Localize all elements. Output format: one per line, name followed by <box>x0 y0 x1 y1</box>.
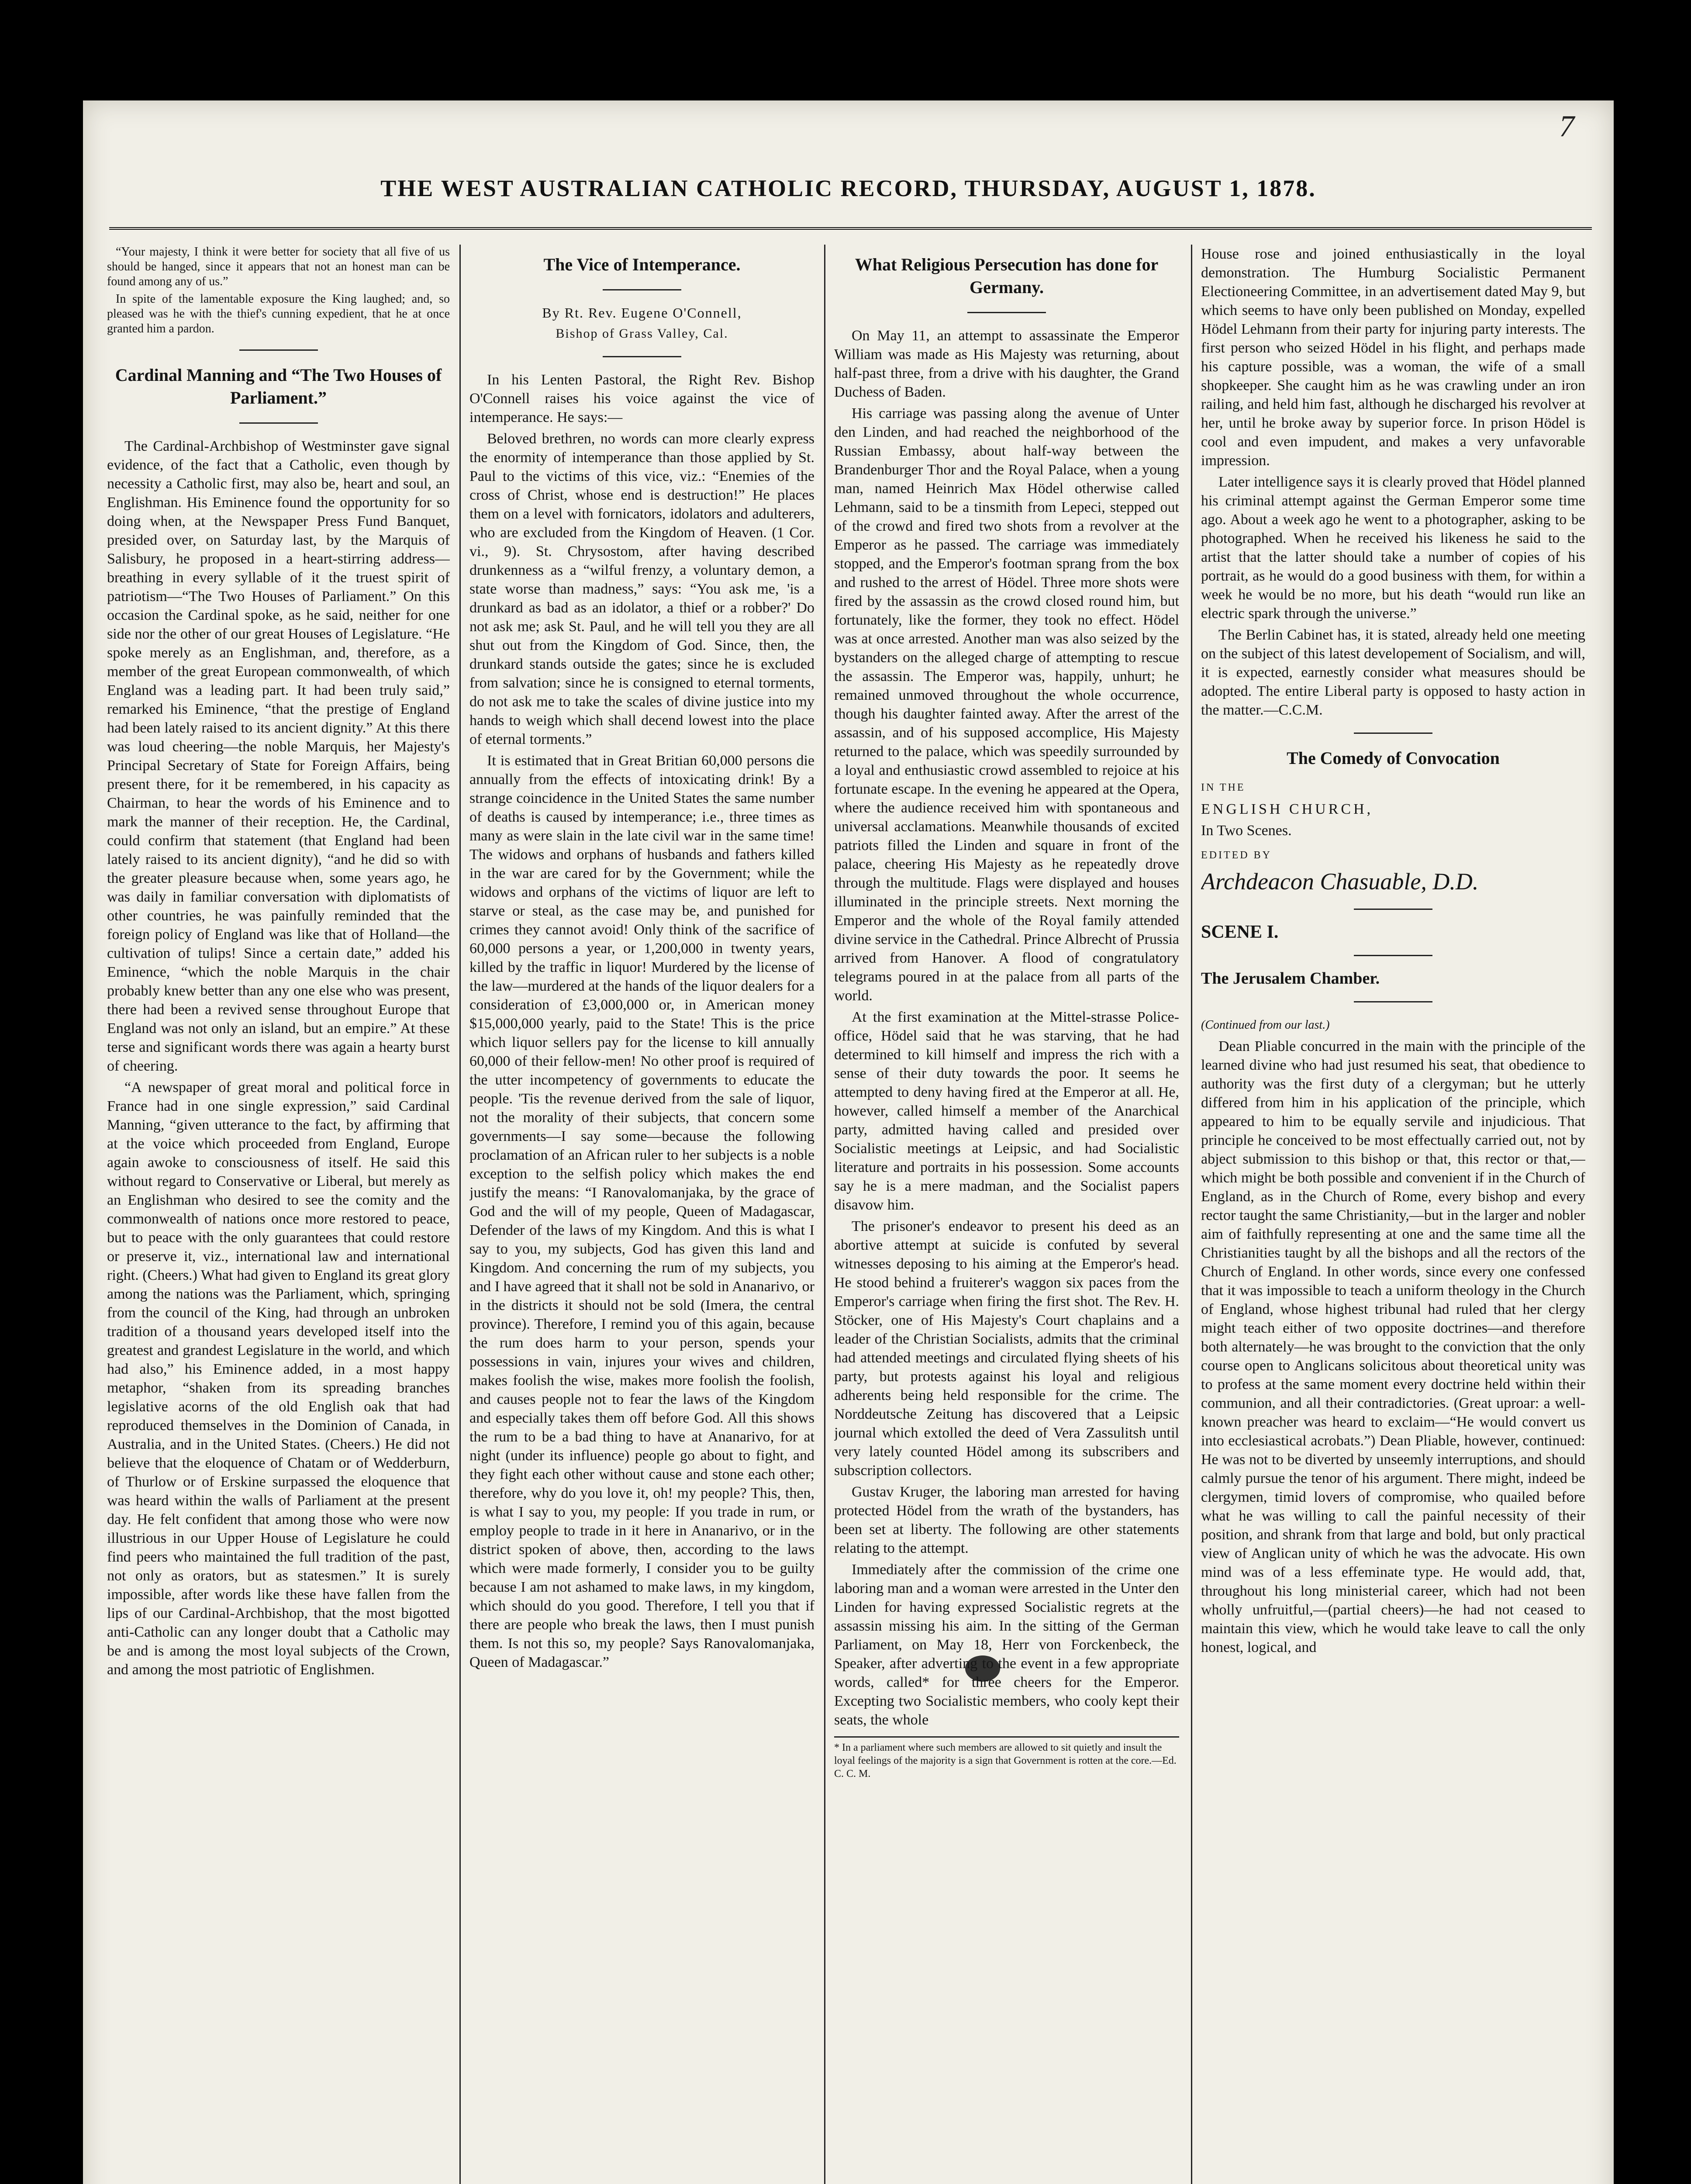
article-paragraph: At the first examination at the Mittel-strasse Police-office, Hödel said that he was starving, that he had determined to kill himself and impress the rich with a sense of their duty towards the poor. It seems he attempted to deny having fired at the Emperor at all. He, however, called himself a member of the Anarchical party, admitted having called and presided over Socialistic meetings at Leipsic, and had Socialistic literature and portraits in his possession. Some accounts say he is a mere madman, and the Socialist papers disavow him. <box>834 1009 1179 1213</box>
continued-note: (Continued from our last.) <box>1201 1018 1330 1032</box>
article-paragraph: The prisoner's endeavor to present his deed as an abortive attempt at suicide is confuted by several witnesses deposing to his aiming at the Emperor's head. He stood behind a fruiterer's waggon six paces from the Emperor's carriage when firing the first shot. The Rev. H. Stöcker, one of His Majesty's Court chaplains and a leader of the Christian Socialists, admits that the criminal had attended meetings and circulated flying sheets of his party, but protests against his loyal and religious adherents being held responsible for the crime. The Norddeutsche Zeitung has discovered that a Leipsic journal which extolled the deed of Vera Zassulitsh until very lately counted Hödel among its subscribers and subscription collectors. <box>834 1218 1179 1479</box>
article-byline: By Rt. Rev. Eugene O'Connell, <box>542 305 742 321</box>
masthead-rule <box>109 227 1592 230</box>
article-byline-title: Bishop of Grass Valley, Cal. <box>556 326 728 341</box>
section-rule <box>239 422 318 424</box>
footnote: * In a parliament where such members are allowed to sit quietly and insult the loyal feelings of the majority is a sign that Government is rotten at the core.—Ed. C. C. M. <box>834 1736 1179 1780</box>
article-title: The Comedy of Convocation <box>1287 748 1500 768</box>
column-1 <box>107 245 450 2184</box>
section-rule <box>239 349 318 351</box>
section-rule <box>967 312 1046 313</box>
article-paragraph: In his Lenten Pastoral, the Right Rev. Bishop O'Connell raises his voice against the vice of intemperance. He says:— <box>469 372 814 425</box>
page-number: 7 <box>1559 110 1574 143</box>
article-paragraph: Immediately after the commission of the crime one laboring man and a woman were arrested in the Unter den Linden for having expressed Socialistic regrets at the assassin missing his aim. In the sitting of the German Parliament, on May 18, Herr von Forckenbeck, the Speaker, after adverting to the event in a few appropriate words, called* for three cheers for the Emperor. Excepting two Socialistic members, who cooly kept their seats, the whole <box>834 1562 1179 1728</box>
article-paragraph: It is estimated that in Great Britian 60,000 persons die annually from the effects of intoxicating drink! By a strange coincidence in the United States the same number of deaths is caused by intemperance; i.e., three times as many as were slain in the late civil war in the same time! The widows and orphans of husbands and fathers killed in the war are cared for by the Government; while the widows and orphans of the victims of liquor are left to starve or steal, as the case may be, and punished for crimes they cannot avoid! Only think of the sacrifice of 60,000 persons a year, or 1,200,000 in twenty years, killed by the traffic in liquor! Murdered by the license of the law—murdered at the hands of the liquor dealers for a consideration of £3,000,000 or, in American money $15,000,000 yearly, paid to the State! This is the price which liquor sellers pay for the license to kill annually 60,000 of their fellow-men! No other proof is required of the utter incompetency of governments to educate the people. 'Tis the revenue derived from the sale of liquor, not the morality of their subjects, that concern some governments—I say some—because the following proclamation of an African ruler to her subjects is a noble exception to the selfish policy which makes the end justify the means: “I Ranovalomanjaka, by the grace of God and the will of my people, Queen of Madagascar, Defender of the laws of my Kingdom. And this is what I say to you, my subjects, God has given this land and Kingdom. And concerning the rum of my subjects, you and I have agreed that it shall not be sold in Ananarivo, or in the districts it should not be sold (Imera, the central province). Therefore, I remind you of this again, because the rum does harm to your person, spends your possessions in vain, injures your wives and children, makes foolish the wise, makes more foolish the foolish, and causes people not to fear the laws of the Kingdom and especially takes them off before God. All this shows the rum to be a bad thing to have at Ananarivo, for at night (under its influence) people go about to fight, and they fight each other without cause and stone each other; therefore, why do you love it, oh! my people? This, then, is what I say to you, my people: If you trade in rum, or employ people to trade in it here in Ananarivo, or in the district spoken of above, then, according to the laws which were made formerly, I consider you to be guilty because I am not ashamed to make laws, in my kingdom, which should do you good. Therefore, I tell you that if there are people who break the laws, then I must punish them. Is not this so, my people? Says Ranovalomanjaka, Queen of Madagascar.” <box>469 753 814 1670</box>
section-rule <box>1354 909 1432 910</box>
section-rule <box>1354 733 1432 734</box>
fragment-paragraph: In spite of the lamentable exposure the King laughed; and, so pleased was he with the thief's cunning expedient, that he at once granted him a pardon. <box>107 292 450 335</box>
subtitle-church: ENGLISH CHURCH, <box>1201 801 1374 817</box>
column-4 <box>1201 245 1585 2184</box>
edited-by-label: EDITED BY <box>1201 850 1272 861</box>
scene-heading: SCENE I. <box>1201 922 1279 942</box>
article-title: The Vice of Intemperance. <box>543 255 741 274</box>
article-paragraph: His carriage was passing along the avenue of Unter den Linden, and had reached the neighborhood of the Russian Embassy, about half-way between the Brandenburger Thor and the Royal Palace, when a young man, named Heinrich Max Hödel otherwise called Lehmann, said to be a tinsmith from Lepeci, stepped out of the crowd and fired two shots from a revolver at the Emperor as he passed. The carriage was immediately stopped, and the Emperor's footman sprang from the box and rushed to the arrest of Hödel. Three more shots were fired by the assassin as the crowd closed round him, but fortunately, like the former, they took no effect. Hödel was at once arrested. Another man was also seized by the bystanders on the alleged charge of attempting to rescue the assassin. The Emperor was, happily, unhurt; he remained unmoved throughout the whole occurrence, though his daughter fainted away. After the arrest of the assassin, and of his supposed accomplice, His Majesty returned to the palace, which was speedily surrounded by a loyal and enthusiastic crowd assembled to rejoice at his fortunate escape. In the evening he appeared at the Opera, where the audience received him with spontaneous and universal acclamations. Meanwhile thousands of excited patriots filled the Linden and square in front of the palace, cheering His Majesty as he repeatedly drove through the multitude. Flags were displayed and houses illuminated in the principle streets. Next morning the Emperor and the whole of the Royal family attended divine service in the Cathedral. Prince Albrecht of Prussia arrived from Hanover. A flood of congratulatory telegrams poured in at the palace from all parts of the world. <box>834 405 1179 1004</box>
subtitle-in-the: IN THE <box>1201 782 1246 793</box>
article-paragraph: The Cardinal-Archbishop of Westminster gave signal evidence, of the fact that a Catholic, even though by necessity a Catholic first, may also be, heart and soul, an Englishman. His Eminence found the opportunity for so doing when, at the Newspaper Press Fund Banquet, presided over, on Saturday last, by the Marquis of Salisbury, he proposed in a heart-stirring address—breathing in every syllable of it the truest spirit of patriotism—“The Two Houses of Parliament.” On this occasion the Cardinal spoke, as he said, neither for one side nor the other of our great Houses of Legislature. “He spoke merely as an Englishman, and, therefore, as a member of the great European commonwealth, of which England was a leading part. It had been truly said,” remarked his Eminence, “that the prestige of England had been lately raised to its ancient dignity.” At this there was loud cheering—the noble Marquis, her Majesty's Principal Secretary of State for Foreign Affairs, being present there, for it be remembered, in his capacity as Chairman, to hear the words of his Eminence and to mark the manner of their reception. He, the Cardinal, could confirm that statement (that England had been lately raised to its ancient dignity), “and he did so with the greater pleasure because when, some years ago, he was daily in familiar conversation with diplomatists of other countries, he was painfully reminded that the foreign policy of England was like that of Holland—the cultivation of tulips! Since a certain date,” added his Eminence, “which the noble Marquis in the chair probably knew better than any one else who was present, there had been a revived sense throughout Europe that England was not only an island, but an empire.” At these terse and significant words there was again a hearty burst of cheering. <box>107 438 450 1074</box>
section-rule <box>1354 955 1432 956</box>
section-rule <box>1354 1001 1432 1002</box>
column-divider <box>1191 245 1192 2184</box>
subtitle-scenes: In Two Scenes. <box>1201 822 1292 839</box>
article-title: Cardinal Manning and “The Two Houses of Parliament.” <box>115 365 442 408</box>
article-paragraph: On May 11, an attempt to assassinate the Emperor William was made as His Majesty was returning, about half-past three, from a drive with his daughter, the Grand Duchess of Baden. <box>834 328 1179 400</box>
article-paragraph: Dean Pliable concurred in the main with the principle of the learned divine who had just resumed his seat, that obedience to authority was the first duty of a clergyman; but he utterly differed from him in his application of the principle, which appeared to him to be equally servile and injudicious. That principle he conceived to be most effectually carried out, not by abject submission to this bishop or that, this rector or that,—which might be both possible and convenient if in the Church of England, as in the Church of Rome, every bishop and every rector taught the same Christianity,—but in the larger and nobler aim of faithfully representing at one and the same time all the Christianities taught by all the bishops and all the rectors of the Church of England. In other words, since every one confessed that it was impossible to teach a uniform theology in the Church of England, whose highest tribunal had ruled that her clergy might teach either of two opposite doctrines—and therefore both alternately—he was brought to the conviction that the only course open to Anglicans solicitous about theoretical unity was to profess at the same moment every doctrine held within their communion, and all their contradictories. (Great uproar: a well-known preacher was heard to exclaim—“He would convert us into ecclesiastical acrobats.”) Dean Pliable, however, continued: He was not to be diverted by unseemly interruptions, and should calmly pursue the tenor of his argument. There might, indeed be clergymen, timid lovers of compromise, who quailed before what he was willing to call the painful necessity of their position, and shrank from that large and bold, but only practical view of Anglican unity of which he was the advocate. His own mind was of a less effeminate type. He would add, that, throughout his long ministerial career, which had not been wholly unfruitful,—(partial cheers)—he had not ceased to maintain this view, which he would take leave to call the only honest, logical, and <box>1201 1038 1585 1655</box>
editor-name: Archdeacon Chasuable, D.D. <box>1201 868 1479 895</box>
article-paragraph: Beloved brethren, no words can more clearly express the enormity of intemperance than those applied by St. Paul to the victims of this vice, viz.: “Enemies of the cross of Christ, whose end is destruction!” He places them on a level with fornicators, idolators and adulterers, who are excluded from the Kingdom of Heaven. (1 Cor. vi., 9). St. Chrysostom, after having described drunkenness as a “wilful frenzy, a voluntary demon, a state worse than madness,” says: “You ask me, 'is a drunkard as bad as an idolator, a thief or a robber?' Do not ask me; ask St. Paul, and he will tell you they are all shut out from the Kingdom of God. Since, then, the drunkard stands outside the gates; since he is excluded from salvation; since he is consigned to eternal torments, do not ask me to take the scales of divine justice into my hands to weigh which shall decend lowest into the place of eternal torments.” <box>469 431 814 747</box>
column-divider <box>824 245 825 2184</box>
article-paragraph: Gustav Kruger, the laboring man arrested for having protected Hödel from the wrath of the bystanders, has been set at liberty. The following are other statements relating to the attempt. <box>834 1484 1179 1556</box>
article-paragraph: “A newspaper of great moral and political force in France had in one single expression,” said Cardinal Manning, “given utterance to the fact, by affirming that at the voice which proceeded from England, Europe again awoke to consciousness of itself. He said this without regard to Conservative or Liberal, but merely as an Englishman who desired to see the comity and the commonwealth of nations once more restored to peace, but to peace with the only guarantees that could restore or preserve it, viz., international law and international right. (Cheers.) What had given to England its great glory among the nations was the Parliament, which, springing from the council of the King, had through an unbroken tradition of a thousand years developed itself into the greatest and grandest Legislature in the world, and which had also,” his Eminence added, in a most happy metaphor, “shaken from its spreading branches legislative acorns of the old English oak that had reproduced themselves in the Dominion of Canada, in Australia, and in the United States. (Cheers.) He did not believe that the eloquence of Chatam or of Wedderburn, of Thurlow or of Erskine surpassed the eloquence that was heard within the walls of Parliament at the present day. He felt confident that among those who were now illustrious in our Upper House of Legislature he could find peers who maintained the full tradition of the past, not only as orators, but as statesmen.” It is surely impossible, after words like these have fallen from the lips of our Cardinal-Archbishop, that the most bigotted anti-Catholic can any longer doubt that a Catholic may be and is among the most loyal subjects of the Crown, and among the most patriotic of Englishmen. <box>107 1079 450 1678</box>
section-rule <box>603 289 681 290</box>
section-rule <box>603 356 681 357</box>
article-paragraph: The Berlin Cabinet has, it is stated, already held one meeting on the subject of this latest developement of Socialism, and will, it is expected, earnestly consider what measures should be adopted. The entire Liberal party is opposed to hasty action in the matter.—C.C.M. <box>1201 627 1585 718</box>
newspaper-page <box>83 100 1614 2184</box>
column-2 <box>469 245 814 2184</box>
masthead: THE WEST AUSTRALIAN CATHOLIC RECORD, THURSDAY, AUGUST 1, 1878. <box>380 175 1316 201</box>
fragment-text <box>107 245 450 336</box>
column-divider <box>459 245 461 2184</box>
article-paragraph: Later intelligence says it is clearly proved that Hödel planned his criminal attempt against the German Emperor some time ago. About a week ago he went to a photographer, asking to be photographed. When he received his likeness he said to the artist that the latter should take a number of copies of his portrait, as he would do a good business with them, for within a week he would be no more, but his death “would run like an electric spark through the universe.” <box>1201 474 1585 622</box>
article-paragraph: House rose and joined enthusiastically in the loyal demonstration. The Humburg Socialistic Permanent Electioneering Committee, in an advertisement dated May 9, but which seems to have only been published on Monday, expelled Hödel Lehmann from their party for injuring party interests. The first person who seized Hödel in his flight, and perhaps made his capture possible, was a woman, the wife of a small shopkeeper. She caught him as he was crawling under an iron railing, and held him fast, although he discharged his revolver at her, until he broke away by superior force. In prison Hödel is cool and even impudent, and makes a very unfavorable impression. <box>1201 246 1585 469</box>
scene-location: The Jerusalem Chamber. <box>1201 969 1380 988</box>
article-title: What Religious Persecution has done for Germany. <box>855 255 1159 297</box>
fragment-paragraph: “Your majesty, I think it were better for society that all five of us should be hanged, since it appears that not an honest man can be found among any of us.” <box>107 245 450 288</box>
column-3 <box>834 245 1179 2184</box>
